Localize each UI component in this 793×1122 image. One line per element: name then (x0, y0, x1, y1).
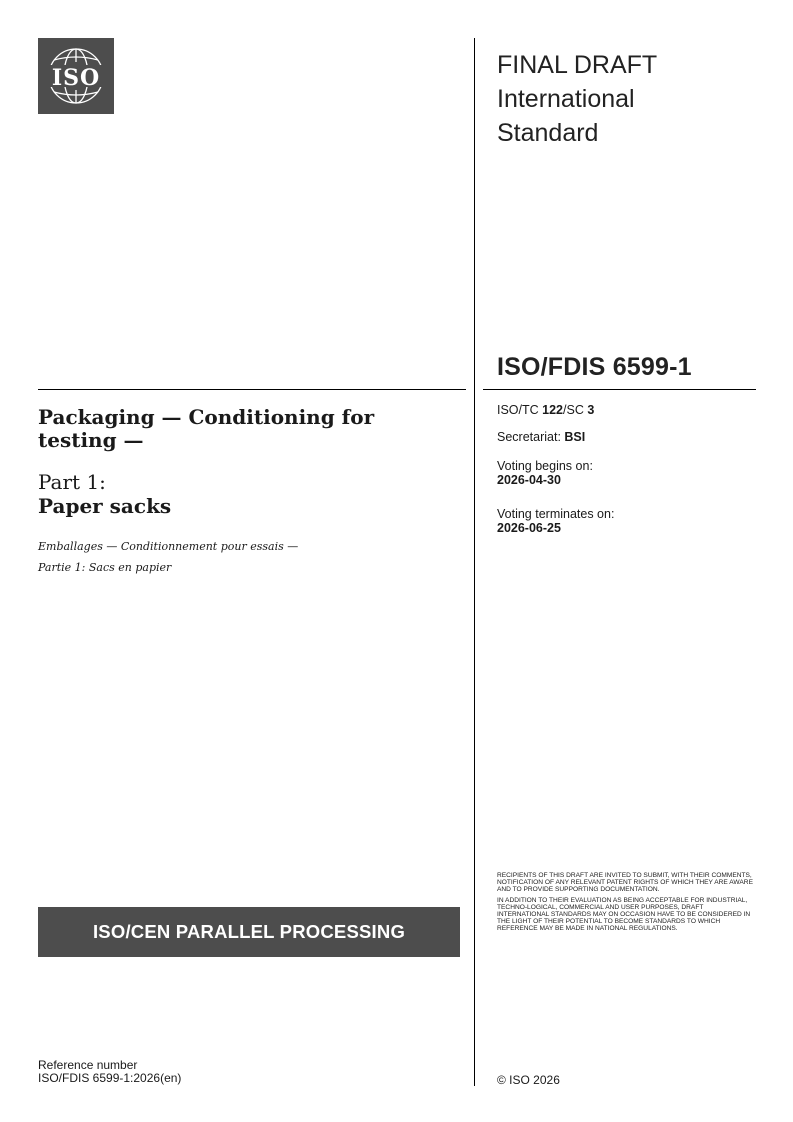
parallel-processing-banner: ISO/CEN PARALLEL PROCESSING (38, 907, 460, 957)
document-number: ISO/FDIS 6599-1 (497, 353, 692, 381)
title-french-line1: Emballages — Conditionnement pour essais — (38, 540, 299, 553)
secretariat (497, 430, 585, 444)
voting-ends-date: 2026-06-25 (497, 521, 561, 535)
notice-paragraph-2: IN ADDITION TO THEIR EVALUATION AS BEING ACCEPTABLE FOR INDUSTRIAL, TECHNO-LOGICAL, COMMERCIAL AND USER PURPOSES, DRAFT INTERNATIONAL STANDARDS MAY ON OCCASION HAVE TO BE CONSIDERED IN THE LIGHT OF THEIR POTENTIAL TO BECOME STANDARDS TO WHICH REFERENCE MAY BE MADE IN NATIONAL REGULATIONS. (497, 896, 751, 933)
secretariat-value: BSI (564, 430, 586, 444)
voting-begins-date: 2026-04-30 (497, 473, 561, 487)
doc-type-line2: International (497, 85, 635, 113)
title-part: Part 1: (38, 470, 106, 494)
voting-ends-label: Voting terminates on: (497, 507, 615, 521)
title-divider-right (483, 389, 756, 390)
iso-logo (38, 38, 114, 114)
copyright: © ISO 2026 (497, 1073, 560, 1087)
committee-reference (497, 403, 594, 417)
committee-sc: 3 (587, 403, 595, 417)
secretariat-label: Secretariat: (497, 430, 565, 444)
document-type (497, 48, 747, 150)
iso-globe-logo-icon (38, 38, 114, 114)
doc-type-line3: Standard (497, 119, 599, 147)
committee-tc: 122 (542, 403, 564, 417)
notice-paragraph-1: RECIPIENTS OF THIS DRAFT ARE INVITED TO SUBMIT, WITH THEIR COMMENTS, NOTIFICATION OF ANY RELEVANT PATENT RIGHTS OF WHICH THEY ARE AWARE AND TO PROVIDE SUPPORTING DOCUMENTATION. (497, 872, 753, 894)
reference-number: ISO/FDIS 6599-1:2026(en) (38, 1071, 182, 1085)
draft-notice (497, 872, 755, 936)
doc-type-line1: FINAL DRAFT (497, 51, 658, 79)
committee-prefix: ISO/TC (497, 403, 543, 417)
iso-logo-text: ISO (51, 65, 101, 91)
committee-sep: /SC (563, 403, 588, 417)
vertical-divider (474, 38, 475, 1086)
title-french-line2: Partie 1: Sacs en papier (38, 561, 172, 574)
title-main: Packaging — Conditioning for testing — (38, 405, 375, 452)
title-part-name: Paper sacks (38, 494, 172, 518)
voting-begins-label: Voting begins on: (497, 459, 593, 473)
title-divider-left (38, 389, 466, 390)
reference-label: Reference number (38, 1058, 138, 1072)
